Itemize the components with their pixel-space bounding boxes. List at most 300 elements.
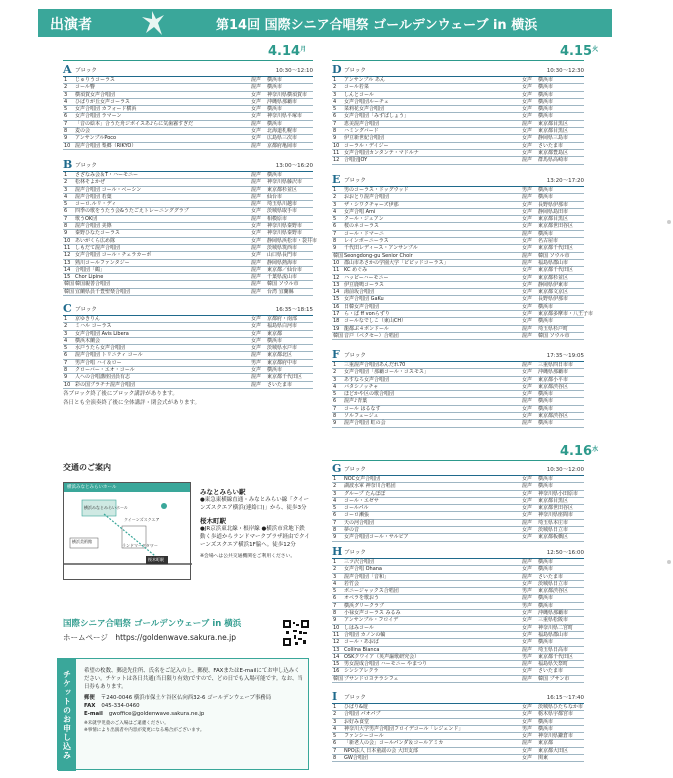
performer-row xyxy=(332,740,584,747)
performer-name: 音戸（ペクセー）合唱団 xyxy=(344,332,399,339)
performer-location: 横浜市 xyxy=(267,106,283,113)
performer-number: 1 xyxy=(64,77,68,83)
email-address[interactable]: gwoffice@goldenwave.sakura.ne.jp xyxy=(108,711,205,717)
performer-name: あいがくら広め隊 xyxy=(75,237,116,244)
performer-number: 9 xyxy=(333,420,337,427)
performer-number: 10 xyxy=(64,142,71,149)
performer-number: 11 xyxy=(64,244,71,251)
voice-type: 女声 xyxy=(522,617,533,624)
performer-name: コール・エゼサ xyxy=(344,497,379,504)
performer-name: しんとコール xyxy=(344,91,374,98)
performer-name: 伊豆鹿鳴コーラス xyxy=(344,281,384,288)
performer-name: 混声合唱団「音和」 xyxy=(344,573,390,580)
voice-type: 女声 xyxy=(522,476,533,482)
voice-type: 女声 xyxy=(522,238,533,245)
voice-type: 女声 xyxy=(522,106,533,113)
performer-location: 東京都豊島区 xyxy=(538,149,569,156)
performer-location: 東京都千代田区 xyxy=(538,267,574,274)
performer-number: 3 xyxy=(333,201,337,208)
performer-name: Seongdong-gu Senior Choir xyxy=(344,252,413,259)
performer-location: 横浜市 xyxy=(267,367,283,374)
voice-type: 男声 xyxy=(522,653,533,660)
bird-icon xyxy=(132,9,172,37)
performer-number: 4 xyxy=(333,208,337,215)
sakuragi-station-title: 桜木町駅 xyxy=(200,516,226,525)
performer-name: 混声合唱団 トリニティ コール xyxy=(75,352,143,359)
performer-location: 韓国 ソウル市 xyxy=(267,281,299,288)
voice-type: 混声 xyxy=(251,259,262,266)
voice-type: 女声 xyxy=(251,128,262,135)
performer-name: ソルフェージュ xyxy=(344,413,379,420)
performer-name: アンサンブルPoco xyxy=(75,135,117,142)
voice-type: 女声 xyxy=(522,289,533,296)
performer-name: 合唱団「鶴」 xyxy=(75,266,106,273)
performer-number: 7 xyxy=(333,405,337,412)
performer-location: 東京都千代田区 xyxy=(538,653,574,660)
block-letter: B xyxy=(63,158,73,171)
performer-number: 5 xyxy=(333,106,337,113)
performer-name: 歌うOK団 xyxy=(75,215,98,222)
performer-name: 小禄女声コーラス みるみ xyxy=(344,610,401,617)
performer-location: 福島県郡山市 xyxy=(538,259,569,266)
performer-number: 2 xyxy=(333,566,337,573)
performer-location: 茨城県取手市 xyxy=(267,208,298,215)
performer-name: ハッピーハーモニー xyxy=(344,274,389,281)
performer-number: 8 xyxy=(333,755,337,762)
performer-list xyxy=(332,361,584,428)
performer-location: 沖縄県那覇市 xyxy=(538,610,569,617)
performer-row xyxy=(332,333,584,340)
performer-number: 2 xyxy=(333,483,337,490)
performer-location: 横浜市 xyxy=(538,718,554,725)
performer-number: 5 xyxy=(64,106,68,113)
voice-type: 女声 xyxy=(522,639,533,646)
performer-location: 東京都／仙台市 xyxy=(267,266,303,273)
performer-name: じゅりうコーラス xyxy=(75,77,115,83)
performer-location: 京都府・南部 xyxy=(267,316,298,322)
voice-type: 女声 xyxy=(522,281,533,288)
performer-number: 7 xyxy=(333,230,337,237)
voice-type: 混声 xyxy=(522,420,533,427)
performer-location: 山口県長門市 xyxy=(267,252,298,259)
performer-number: 1 xyxy=(333,187,337,193)
block-header xyxy=(63,63,313,76)
performer-location: 静岡県浜松市・袋井市 xyxy=(267,237,318,244)
performer-name: 混声♪青葉 xyxy=(344,398,368,405)
performer-name: 水戸うたら女声合唱団 xyxy=(75,345,126,352)
voice-type: 女声 xyxy=(522,318,533,325)
voice-type: 女声 xyxy=(522,98,533,105)
performer-number: 8 xyxy=(64,223,68,230)
voice-type: 混声 xyxy=(522,120,533,127)
performer-location: 東京都目黒区 xyxy=(538,216,569,223)
performer-name: 伊豆新世紀合唱団 xyxy=(344,135,385,142)
voice-type: 女声 xyxy=(522,223,533,230)
performer-location: 福島県矢祭町 xyxy=(538,661,569,668)
performer-location: 韓国 ソウル市 xyxy=(538,252,570,259)
access-title: 交通のご案内 xyxy=(63,463,111,472)
performer-row xyxy=(332,202,584,209)
performer-number: 10 xyxy=(333,259,340,266)
performer-name: コーロ.ルリ・ディ xyxy=(75,201,117,208)
performer-list xyxy=(332,76,584,165)
block-time: 10:30～12:30 xyxy=(546,68,584,74)
performer-row xyxy=(332,668,584,675)
performer-location: 東京都千代田区 xyxy=(267,374,303,381)
performer-location: 茨城県水戸市 xyxy=(267,345,298,352)
performer-number: 9 xyxy=(333,534,337,541)
performer-name: 女声合唱団コール・サルビア xyxy=(344,534,409,541)
performer-name: Chor Lipine xyxy=(75,274,104,281)
performer-name: ひばりが丘女声コーラス xyxy=(75,98,130,105)
voice-type: 混声 xyxy=(522,252,533,259)
block-label: ブロック xyxy=(344,353,366,359)
voice-type: 女声 xyxy=(251,106,262,113)
voice-type: 混声 xyxy=(522,740,533,747)
performer-row xyxy=(332,318,584,325)
performer-number: 7 xyxy=(333,602,337,609)
performer-location: 長野県伊那市 xyxy=(538,296,569,303)
performer-name: 女声合唱団 GaKu xyxy=(344,296,384,303)
performer-number: 10 xyxy=(333,624,340,631)
performer-row xyxy=(63,352,313,359)
performer-list xyxy=(332,475,584,542)
voice-type: 混声 xyxy=(522,559,533,565)
performer-location: 埼玉県日高市 xyxy=(538,646,569,653)
performer-row xyxy=(332,520,584,527)
performer-name: コール はるなす xyxy=(344,405,381,412)
voice-type: 女声 xyxy=(251,345,262,352)
performer-name: 合唱団JOY xyxy=(344,157,368,164)
sakuragi-station-text: ●JR京浜東北線・根岸線 ●横浜市営地下鉄 動く歩道からランドマークプラザ経由でクイーンズスクエア横浜1F脇へ。徒歩12分 xyxy=(200,525,310,549)
performer-name: 女声合唱団カンタンテ・マドルナ xyxy=(344,149,419,156)
performer-location: 静岡県熱海市 xyxy=(267,259,298,266)
performer-number: 6 xyxy=(64,113,68,120)
org-title: 国際シニア合唱祭 ゴールデンウェーブ in 横浜 xyxy=(63,619,242,629)
voice-type: 混声 xyxy=(251,179,262,186)
performer-number: 7 xyxy=(64,215,68,222)
performer-name: ボニージャックス合唱団 xyxy=(344,588,399,595)
performer-location: 神奈川県藤沢市 xyxy=(267,179,303,186)
performer-name: ひばり&遊 xyxy=(344,704,368,710)
performer-name: 「音の絵本」合うた舟ジボイスあ♪らに気歯霧すぎだ xyxy=(75,120,194,127)
performer-list xyxy=(63,171,318,296)
block-letter: F xyxy=(332,348,340,361)
performer-row xyxy=(332,304,584,311)
performer-number: 4 xyxy=(333,98,337,105)
voice-type: 混声 xyxy=(251,244,262,251)
performer-location: 茨城県筑西市 xyxy=(267,244,298,251)
performer-number: 9 xyxy=(333,135,337,142)
performer-location: 東京都目黒区 xyxy=(538,120,569,127)
block-header xyxy=(63,302,313,315)
performer-name: しもだて混声合唱団 xyxy=(75,244,121,251)
performer-number: 1 xyxy=(333,476,337,482)
performer-row xyxy=(332,253,584,260)
performer-location: 神奈川県二宮町 xyxy=(538,624,574,631)
block-time: 10:30～12:10 xyxy=(275,68,313,74)
performer-location: 北海道札幌市 xyxy=(267,128,298,135)
voice-type: 混声 xyxy=(522,595,533,602)
performer-location: 神奈川県秦野市 xyxy=(267,230,303,237)
performer-name: ファンシーコール xyxy=(344,733,384,740)
performer-number: 7 xyxy=(64,359,68,366)
performer-location: 神奈川県秦野市 xyxy=(267,223,303,230)
performer-row xyxy=(63,230,313,237)
performer-name: 女声合唱団 ラマーン xyxy=(75,113,122,120)
performer-location: 東京都小平市 xyxy=(538,376,569,383)
performer-location: 沖縄県那覇市 xyxy=(267,98,298,105)
performer-location: 仙台市 xyxy=(267,193,283,200)
voice-type: 混声 xyxy=(522,194,533,201)
performer-location: 横浜市 xyxy=(538,595,554,602)
performer-number: 2 xyxy=(64,323,68,330)
performer-location: 栃木県宇都宮市 xyxy=(538,711,574,718)
performer-row xyxy=(63,331,313,338)
performer-location: 横浜市 xyxy=(538,476,554,482)
performer-location: 横浜市 xyxy=(538,725,554,732)
performer-name: 京ゆきりん xyxy=(75,316,101,322)
performer-location: 横浜市 xyxy=(538,303,554,310)
performer-row xyxy=(332,483,584,490)
performer-number: 13 xyxy=(64,259,71,266)
performer-name: 桜のネコーラス xyxy=(344,223,379,230)
performer-number: 2 xyxy=(333,84,337,91)
performer-row xyxy=(63,113,313,120)
performer-number: 6 xyxy=(333,740,337,747)
voice-type: 混声 xyxy=(251,374,262,381)
performer-number: 6 xyxy=(333,595,337,602)
performer-name: 菜莉花女声合唱団 xyxy=(344,106,385,113)
performer-location: 韓国 プサン市 xyxy=(538,675,570,682)
performer-location: 横浜市 xyxy=(538,420,554,427)
voice-type: 混声 xyxy=(522,325,533,332)
voice-type: 女声 xyxy=(522,135,533,142)
performer-row xyxy=(63,289,313,296)
performer-name: シンシアレクラ xyxy=(344,668,379,675)
performer-row xyxy=(332,534,584,541)
ticket-side-label: チケットのお申し込み xyxy=(58,659,76,771)
performer-row xyxy=(332,194,584,201)
voice-type: 女声 xyxy=(251,337,262,344)
date-divider xyxy=(332,460,584,461)
performer-name: GW合唱団 xyxy=(344,755,368,762)
voice-type: 混声 xyxy=(522,230,533,237)
performer-row xyxy=(332,711,584,718)
performer-number: 4 xyxy=(333,383,337,390)
performer-location: 東京都大田区 xyxy=(538,747,569,754)
homepage-link[interactable]: ホームページ https://goldenwave.sakura.ne.jp xyxy=(63,633,236,642)
performer-row xyxy=(332,406,584,413)
access-map xyxy=(63,482,191,580)
block-letter: A xyxy=(63,63,72,76)
performer-list xyxy=(332,186,594,340)
voice-type: 女声 xyxy=(522,497,533,504)
voice-type: 女声 xyxy=(522,113,533,120)
performer-name: 男声合唱 ハイ＆ロー xyxy=(75,359,122,366)
date-16: $4.16^水$ xyxy=(560,444,599,459)
closing-note: 各日とも全演奏終了後に全体講評・閉会式があります。 xyxy=(63,400,201,406)
date-divider xyxy=(332,60,584,61)
voice-type: 男声 xyxy=(522,725,533,732)
map-header: 横浜みなとみらいホール xyxy=(64,483,190,492)
block-label: ブロック xyxy=(75,163,97,169)
performer-name: ほどかや区の歌合唱団 xyxy=(344,391,395,398)
performer-row xyxy=(332,326,584,333)
voice-type: 女声 xyxy=(522,274,533,281)
performer-name: ら・ぱ ff vonらずり xyxy=(344,311,390,318)
performer-row xyxy=(332,603,584,610)
voice-type: 女声 xyxy=(522,216,533,223)
performer-number: 1 xyxy=(64,172,68,178)
performer-row xyxy=(332,157,584,164)
performer-number: 8 xyxy=(333,413,337,420)
performer-row xyxy=(332,245,584,252)
voice-type: 女声 xyxy=(522,245,533,252)
block-label: ブロック xyxy=(344,467,366,473)
voice-type: 女声 xyxy=(522,505,533,512)
performer-number: 韓国 xyxy=(333,252,344,259)
voice-type: 混声 xyxy=(522,483,533,490)
date-15: $4.15^火$ xyxy=(560,44,599,59)
performer-number: 11 xyxy=(333,631,340,638)
performer-number: 16 xyxy=(333,303,340,310)
block-time: 12:50～16:00 xyxy=(546,550,584,556)
performer-row xyxy=(332,755,584,762)
performer-name: クローバー・エオ・コール xyxy=(75,367,135,374)
performer-location: 東京都板橋区 xyxy=(538,534,569,541)
performer-name: 龍都ぶ４ボンドール xyxy=(344,325,389,332)
block-time: 10:30～12:00 xyxy=(546,467,584,473)
voice-type: 混声 xyxy=(522,661,533,668)
performer-number: 5 xyxy=(64,201,68,208)
performer-location: 神奈川県小田原市 xyxy=(538,490,579,497)
performer-location: 東京都千代田区 xyxy=(538,245,574,252)
voice-type: 女声 xyxy=(522,77,533,83)
performer-location: 横浜市 xyxy=(538,639,554,646)
voice-type: 混声 xyxy=(522,362,533,368)
map-label-museum: 横浜美術館 xyxy=(72,539,92,544)
voice-type: 女声 xyxy=(522,303,533,310)
performer-name: 女声合唱団「みずばしょう」 xyxy=(344,113,410,120)
performer-row xyxy=(63,374,313,381)
performer-number: 1 xyxy=(333,704,337,710)
performer-location: 横浜市 xyxy=(538,194,554,201)
performer-number: 1 xyxy=(333,77,337,83)
voice-type: 混声 xyxy=(251,274,262,281)
performer-name: 恵美混声合唱団 xyxy=(344,120,380,127)
performer-location: 横浜市 xyxy=(538,106,554,113)
performer-row xyxy=(332,143,584,150)
voice-type: 女声 xyxy=(522,718,533,725)
block-label: ブロック xyxy=(75,68,97,74)
performer-location: 名古屋市 xyxy=(538,238,559,245)
performer-name: 女声合唱団 カフォード横浜 xyxy=(75,106,137,113)
performer-number: 3 xyxy=(333,376,337,383)
performer-location: 横浜市 xyxy=(538,318,554,325)
block-header xyxy=(332,173,584,186)
performer-row xyxy=(63,252,313,259)
voice-type: 女声 xyxy=(522,208,533,215)
performer-location: 福島県白河市 xyxy=(267,323,298,330)
performer-name: バタシノッチャ xyxy=(344,383,379,390)
performer-location: 横浜市 xyxy=(538,230,554,237)
performer-location: 横浜市 xyxy=(538,77,554,83)
performer-name: 混声合唱団 コール・ベーシン xyxy=(75,186,142,193)
performer-location: 東京都 xyxy=(267,330,283,337)
performer-number: 15 xyxy=(333,661,340,668)
block-header xyxy=(332,690,584,703)
performer-location: 神奈川県横須賀市 xyxy=(267,91,308,98)
performer-location: 横浜市 xyxy=(538,398,554,405)
performer-number: 4 xyxy=(333,580,337,587)
voice-type: 女声 xyxy=(251,252,262,259)
performer-name: 三重混声合唱団あんだれ70 xyxy=(344,362,406,368)
performer-name: Collina Bianca xyxy=(344,646,380,653)
voice-type: 混声 xyxy=(251,142,262,149)
performer-row xyxy=(332,84,584,91)
performer-name: 神奈川大学男声合唱団フロイデコール「レジェンド」 xyxy=(344,725,464,732)
performer-location: 東京都府中市 xyxy=(267,359,298,366)
performer-location: 茨城県ひたちなか市 xyxy=(538,704,584,710)
performer-number: 9 xyxy=(64,135,68,142)
performer-row xyxy=(332,231,584,238)
performer-number: 15 xyxy=(64,274,71,281)
access-footnote: ※会場へは公共交通機関をご利用ください。 xyxy=(200,554,296,560)
performer-number: 9 xyxy=(333,245,337,252)
performer-number: 7 xyxy=(333,519,337,526)
performer-location: 東京都世田谷区 xyxy=(538,223,574,230)
performer-number: 4 xyxy=(64,337,68,344)
voice-type: 女声 xyxy=(522,490,533,497)
performer-location: 東京都杉並区 xyxy=(267,186,298,193)
performer-number: 2 xyxy=(333,711,337,718)
voice-type: 女声 xyxy=(522,610,533,617)
voice-type: 女声 xyxy=(522,383,533,390)
performer-number: 2 xyxy=(64,84,68,91)
performer-name: コールパル xyxy=(344,505,369,512)
performer-number: 8 xyxy=(64,128,68,135)
performer-name: クール・ジュアン xyxy=(344,216,384,223)
performer-number: 7 xyxy=(333,747,337,754)
qr-code-icon[interactable] xyxy=(283,620,309,646)
block-time: 13:20～17:20 xyxy=(546,178,584,184)
performer-row xyxy=(332,121,584,128)
voice-type: 男声 xyxy=(522,588,533,595)
block-header xyxy=(63,158,313,171)
voice-type: 女声 xyxy=(522,668,533,675)
voice-type: 混声 xyxy=(522,259,533,266)
performer-location: 神奈川県座間市 xyxy=(538,512,574,519)
mm-station-title: みなとみらい駅 xyxy=(200,488,246,496)
performer-number: 韓国 xyxy=(333,675,344,682)
performer-name: 熟川コールファンタジー xyxy=(75,259,130,266)
performer-row xyxy=(332,625,584,632)
performer-name: しはみコール xyxy=(344,624,374,631)
minatomirai-station xyxy=(161,503,167,509)
performer-name: OSKクワイア（英声謳歌研究会） xyxy=(344,653,420,660)
performer-row xyxy=(332,267,584,274)
performer-number: 12 xyxy=(333,157,340,164)
performer-row xyxy=(332,639,584,646)
performer-location: 横浜市 xyxy=(267,172,283,178)
punch-hole xyxy=(667,220,671,224)
voice-type: 女声 xyxy=(522,747,533,754)
performer-number: 10 xyxy=(64,237,71,244)
performer-location: 東京都渋谷区 xyxy=(538,413,569,420)
performer-name: 男のコーラス・ドッグウッド xyxy=(344,187,409,193)
performer-number: 10 xyxy=(333,142,340,149)
